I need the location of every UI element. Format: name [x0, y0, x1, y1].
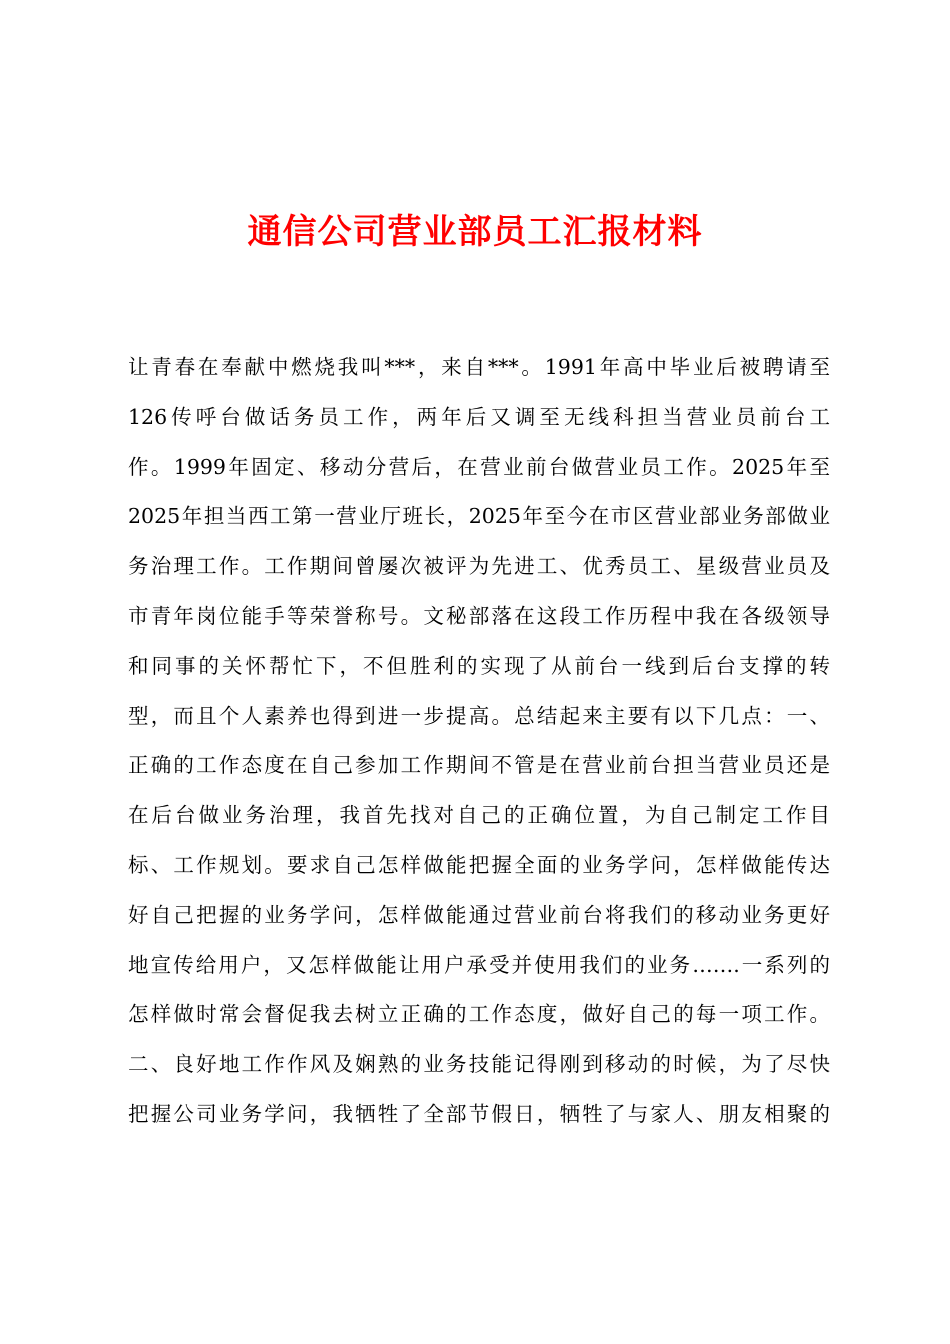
- body-line: 让青春在奉献中燃烧我叫***，来自***。1991年高中毕业后被聘请至: [128, 355, 830, 379]
- body-line: 务治理工作。工作期间曾屡次被评为先进工、优秀员工、星级营业员及: [128, 554, 830, 579]
- body-line: 和同事的关怀帮忙下，不但胜利的实现了从前台一线到后台支撑的转: [128, 653, 830, 678]
- body-line: 在后台做业务治理，我首先找对自己的正确位置，为自己制定工作目: [128, 803, 830, 828]
- body-line: 正确的工作态度在自己参加工作期间不管是在营业前台担当营业员还是: [128, 753, 830, 778]
- body-line: 怎样做时常会督促我去树立正确的工作态度，做好自己的每一项工作。: [128, 1002, 830, 1027]
- body-line: 把握公司业务学问，我牺牲了全部节假日，牺牲了与家人、朋友相聚的: [128, 1101, 830, 1126]
- body-line: 标、工作规划。要求自己怎样做能把握全面的业务学问，怎样做能传达: [128, 852, 830, 877]
- body-line: 126传呼台做话务员工作，两年后又调至无线科担当营业员前台工: [128, 404, 830, 429]
- document-body: [128, 347, 830, 1144]
- body-line: 作。1999年固定、移动分营后，在营业前台做营业员工作。2025年至: [128, 454, 830, 479]
- body-line: 2025年担当西工第一营业厅班长，2025年至今在市区营业部业务部做业: [128, 504, 830, 529]
- body-line: 型，而且个人素养也得到进一步提高。总结起来主要有以下几点：一、: [128, 703, 830, 728]
- body-line: 市青年岗位能手等荣誉称号。文秘部落在这段工作历程中我在各级领导: [128, 603, 830, 628]
- body-line: 二、良好地工作作风及娴熟的业务技能记得刚到移动的时候，为了尽快: [128, 1052, 830, 1077]
- document-title: 通信公司营业部员工汇报材料: [247, 212, 703, 252]
- body-line: 好自己把握的业务学问，怎样做能通过营业前台将我们的移动业务更好: [128, 902, 830, 927]
- body-line: 地宣传给用户，又怎样做能让用户承受并使用我们的业务…….一系列的: [128, 952, 830, 977]
